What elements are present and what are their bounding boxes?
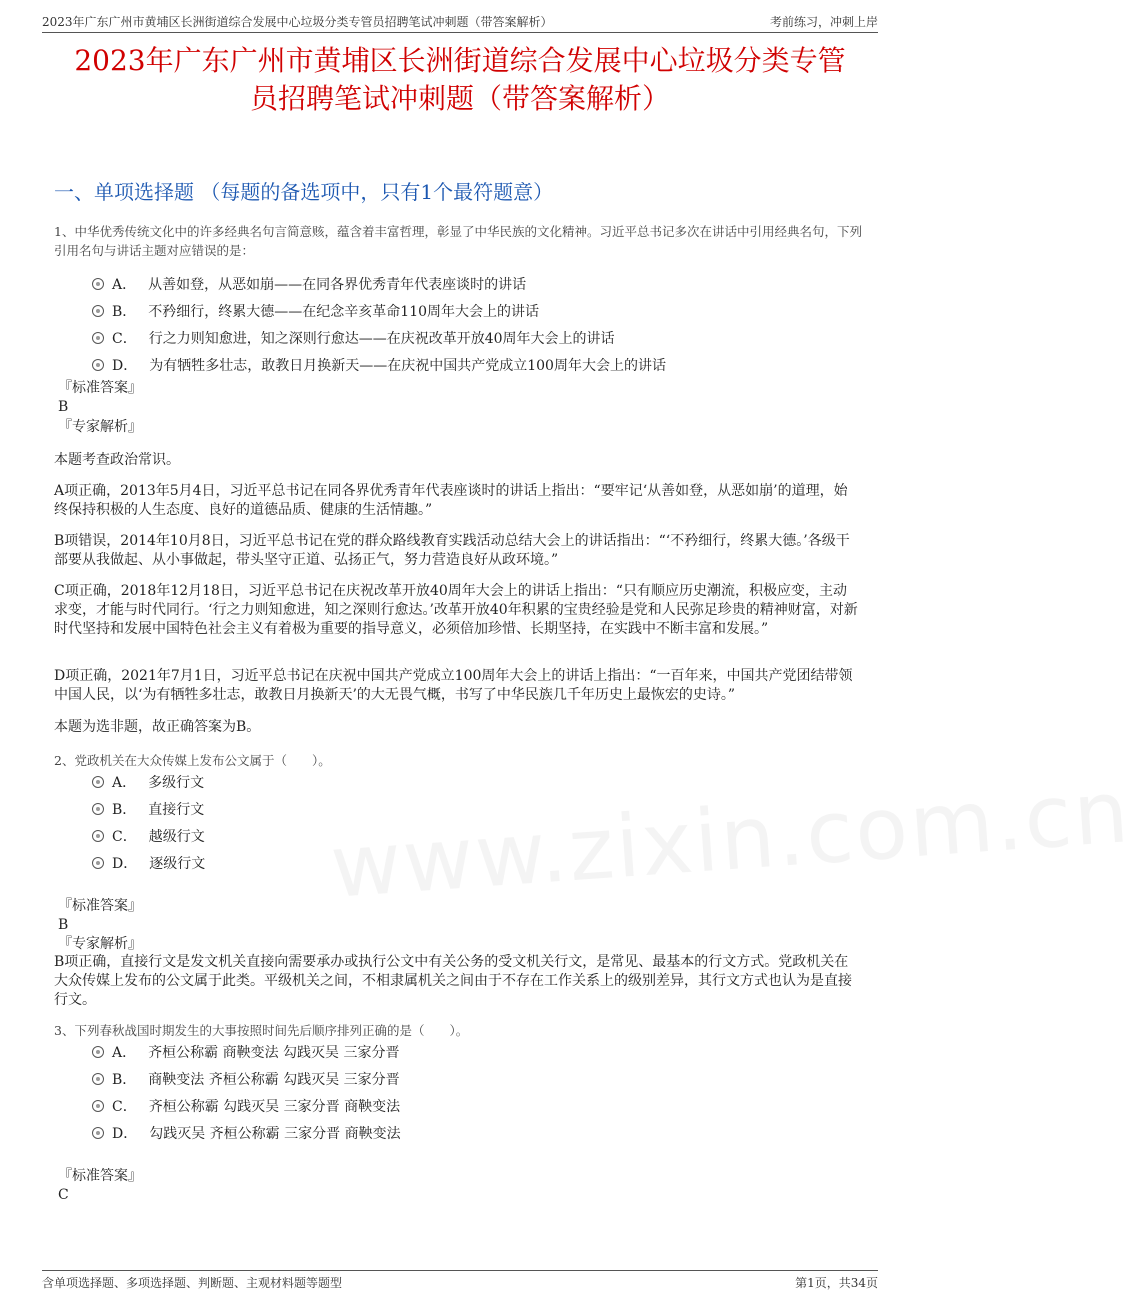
q1-option-b[interactable] <box>92 302 539 322</box>
q1-option-a[interactable] <box>92 275 526 295</box>
radio-icon[interactable] <box>92 332 104 344</box>
title-line-1: 2023年广东广州市黄埔区长洲街道综合发展中心垃圾分类专管 <box>74 44 846 77</box>
option-letter: C． <box>112 829 137 845</box>
question-2-stem: 2、党政机关在大众传媒上发布公文属于（ ）。 <box>54 753 331 768</box>
q3-option-a[interactable] <box>92 1043 399 1063</box>
option-text: 直接行文 <box>148 802 205 818</box>
q3-answer-label: 『标准答案』 <box>58 1168 142 1184</box>
q1-analysis-a: A项正确，2013年5月4日，习近平总书记在同各界优秀青年代表座谈时的讲话上指出：“要牢记‘从善如登，从恶如崩’的道理，始终保持积极的人生态度、良好的道德品质、健康的生活情趣。” <box>54 483 848 518</box>
radio-icon[interactable] <box>92 1073 104 1085</box>
option-letter: B． <box>112 304 137 320</box>
radio-icon[interactable] <box>92 776 104 788</box>
q1-option-d[interactable] <box>92 356 666 376</box>
q1-analysis-d: D项正确，2021年7月1日，习近平总书记在庆祝中国共产党成立100周年大会上的讲话上指出：“一百年来，中国共产党团结带领中国人民，以‘为有牺牲多壮志，敢教日月换新天’的大无畏气概，书写了中华民族几千年历史上最恢宏的史诗。” <box>54 668 853 703</box>
q1-analysis-intro: 本题考查政治常识。 <box>54 452 180 468</box>
q2-answer: B <box>58 917 69 933</box>
option-text: 齐桓公称霸 勾践灭吴 三家分晋 商鞅变法 <box>148 1099 401 1115</box>
q2-answer-label: 『标准答案』 <box>58 898 142 914</box>
q1-analysis-b: B项错误，2014年10月8日，习近平总书记在党的群众路线教育实践活动总结大会上的讲话指出：“‘不矜细行，终累大德。’各级干部要从我做起、从小事做起，带头坚守正道、弘扬正气，努力营造良好从政环境。” <box>54 533 850 568</box>
option-letter: A． <box>112 775 137 791</box>
option-letter: A． <box>112 1045 137 1061</box>
question-3-stem: 3、下列春秋战国时期发生的大事按照时间先后顺序排列正确的是（ ）。 <box>54 1023 469 1038</box>
q1-analysis-c: C项正确，2018年12月18日，习近平总书记在庆祝改革开放40周年大会上的讲话上指出：“只有顺应历史潮流，积极应变，主动求变，才能与时代同行。‘行之力则知愈进，知之深则行愈达。’改革开放40年积累的宝贵经验是党和人民弥足珍贵的精神财富，对新时代坚持和发展中国特色社会主义有着极为重要的指导意义，必须倍加珍惜、长期坚持，在实践中不断丰富和发展。” <box>54 583 858 637</box>
option-letter: A． <box>112 277 137 293</box>
option-letter: B． <box>112 802 137 818</box>
option-letter: B． <box>112 1072 137 1088</box>
radio-icon[interactable] <box>92 359 104 371</box>
option-text: 行之力则知愈进，知之深则行愈达——在庆祝改革开放40周年大会上的讲话 <box>148 331 615 347</box>
option-text: 从善如登，从恶如崩——在同各界优秀青年代表座谈时的讲话 <box>148 277 527 293</box>
option-text: 越级行文 <box>148 829 205 845</box>
option-letter: C． <box>112 1099 137 1115</box>
radio-icon[interactable] <box>92 1127 104 1139</box>
option-text: 逐级行文 <box>149 856 206 872</box>
option-letter: D． <box>112 856 138 872</box>
page-header <box>42 10 878 33</box>
footer-question-types: 含单项选择题、多项选择题、判断题、主观材料题等题型 <box>42 1276 343 1290</box>
q1-answer: B <box>58 399 69 415</box>
radio-icon[interactable] <box>92 1100 104 1112</box>
option-text: 商鞅变法 齐桓公称霸 勾践灭吴 三家分晋 <box>148 1072 400 1088</box>
option-letter: D． <box>112 1126 138 1142</box>
option-text: 多级行文 <box>148 775 205 791</box>
document-title <box>42 42 878 118</box>
page-footer <box>42 1270 878 1293</box>
q2-analysis-label: 『专家解析』 <box>58 936 142 952</box>
q2-option-b[interactable] <box>92 800 204 820</box>
footer-page-number: 第1页，共34页 <box>795 1276 878 1290</box>
radio-icon[interactable] <box>92 278 104 290</box>
option-letter: D． <box>112 358 138 374</box>
q2-option-a[interactable] <box>92 773 204 793</box>
q2-option-d[interactable] <box>92 854 205 874</box>
q3-option-c[interactable] <box>92 1097 400 1117</box>
radio-icon[interactable] <box>92 830 104 842</box>
radio-icon[interactable] <box>92 305 104 317</box>
option-text: 勾践灭吴 齐桓公称霸 三家分晋 商鞅变法 <box>149 1126 401 1142</box>
option-text: 不矜细行，终累大德——在纪念辛亥革命110周年大会上的讲话 <box>148 304 540 320</box>
option-letter: C． <box>112 331 137 347</box>
radio-icon[interactable] <box>92 1046 104 1058</box>
option-text: 齐桓公称霸 商鞅变法 勾践灭吴 三家分晋 <box>148 1045 400 1061</box>
watermark: www.zixin.com.cn <box>327 762 1133 918</box>
header-slogan: 考前练习，冲刺上岸 <box>769 15 878 29</box>
option-text: 为有牺牲多壮志，敢教日月换新天——在庆祝中国共产党成立100周年大会上的讲话 <box>149 358 666 374</box>
radio-icon[interactable] <box>92 857 104 869</box>
q3-answer: C <box>58 1187 69 1203</box>
q3-option-d[interactable] <box>92 1124 401 1144</box>
q1-analysis-conclusion: 本题为选非题，故正确答案为B。 <box>54 719 261 735</box>
question-1-stem: 1、中华优秀传统文化中的许多经典名句言简意赅，蕴含着丰富哲理，彰显了中华民族的文化精神。习近平总书记多次在讲话中引用经典名句，下列引用名句与讲话主题对应错误的是： <box>54 224 862 258</box>
radio-icon[interactable] <box>92 803 104 815</box>
q2-analysis: B项正确，直接行文是发文机关直接向需要承办或执行公文中有关公务的受文机关行文，是常见、最基本的行文方式。党政机关在大众传媒上发布的公文属于此类。平级机关之间，不相隶属机关之间由于不存在工作关系上的级别差异，其行文方式也认为是直接行文。 <box>54 954 852 1008</box>
q1-analysis-label: 『专家解析』 <box>58 419 142 435</box>
section-heading: 一、单项选择题 （每题的备选项中，只有1个最符题意） <box>54 180 554 204</box>
q2-option-c[interactable] <box>92 827 205 847</box>
q1-answer-label: 『标准答案』 <box>58 380 142 396</box>
title-line-2: 员招聘笔试冲刺题（带答案解析） <box>249 82 670 115</box>
header-doc-title: 2023年广东广州市黄埔区长洲街道综合发展中心垃圾分类专管员招聘笔试冲刺题（带答案解析） <box>42 15 553 29</box>
q3-option-b[interactable] <box>92 1070 400 1090</box>
q1-option-c[interactable] <box>92 329 615 349</box>
